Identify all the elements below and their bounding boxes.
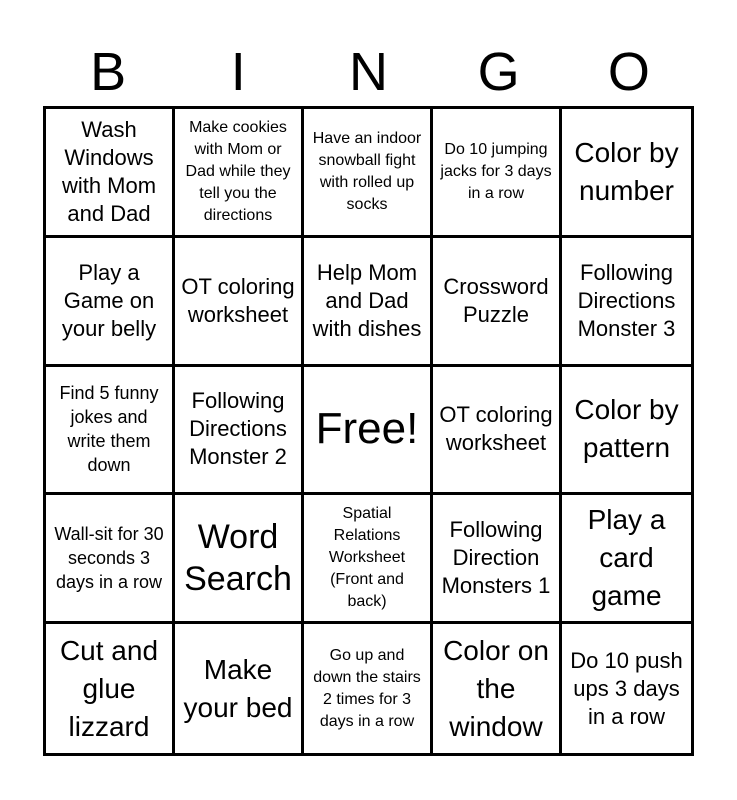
bingo-cell: Spatial Relations Worksheet (Front and back) xyxy=(304,495,433,624)
header-letter-n: N xyxy=(348,42,388,102)
bingo-cell: Following Directions Monster 3 xyxy=(562,238,691,367)
bingo-cell: Color by pattern xyxy=(562,367,691,496)
header-letter-o: O xyxy=(607,42,650,102)
bingo-cell: Wall-sit for 30 seconds 3 days in a row xyxy=(46,495,175,624)
bingo-cell: Do 10 jumping jacks for 3 days in a row xyxy=(433,109,562,238)
bingo-cell: Wash Windows with Mom and Dad xyxy=(46,109,175,238)
bingo-cell: Play a card game xyxy=(562,495,691,624)
header-letter-b: B xyxy=(90,42,127,102)
bingo-cell: Crossword Puzzle xyxy=(433,238,562,367)
bingo-cell: Make your bed xyxy=(175,624,304,753)
header-letter-i: I xyxy=(230,42,246,102)
bingo-cell: Go up and down the stairs 2 times for 3 days in a row xyxy=(304,624,433,753)
bingo-card-grid xyxy=(43,106,694,756)
bingo-cell: Color by number xyxy=(562,109,691,238)
bingo-cell: Word Search xyxy=(175,495,304,624)
free-space-cell: Free! xyxy=(304,367,433,496)
bingo-cell: Have an indoor snowball fight with rolled up socks xyxy=(304,109,433,238)
bingo-cell: Make cookies with Mom or Dad while they tell you the directions xyxy=(175,109,304,238)
bingo-cell: Color on the window xyxy=(433,624,562,753)
bingo-cell: Help Mom and Dad with dishes xyxy=(304,238,433,367)
bingo-cell: Play a Game on your belly xyxy=(46,238,175,367)
bingo-header xyxy=(43,40,694,104)
bingo-cell: OT coloring worksheet xyxy=(175,238,304,367)
bingo-cell: OT coloring worksheet xyxy=(433,367,562,496)
header-letter-g: G xyxy=(477,42,520,102)
bingo-cell: Do 10 push ups 3 days in a row xyxy=(570,647,683,729)
bingo-cell: Following Directions Monster 2 xyxy=(175,367,304,496)
bingo-cell: Cut and glue lizzard xyxy=(46,624,175,753)
bingo-cell: Following Direction Monsters 1 xyxy=(433,495,562,624)
bingo-cell: Find 5 funny jokes and write them down xyxy=(46,367,175,496)
